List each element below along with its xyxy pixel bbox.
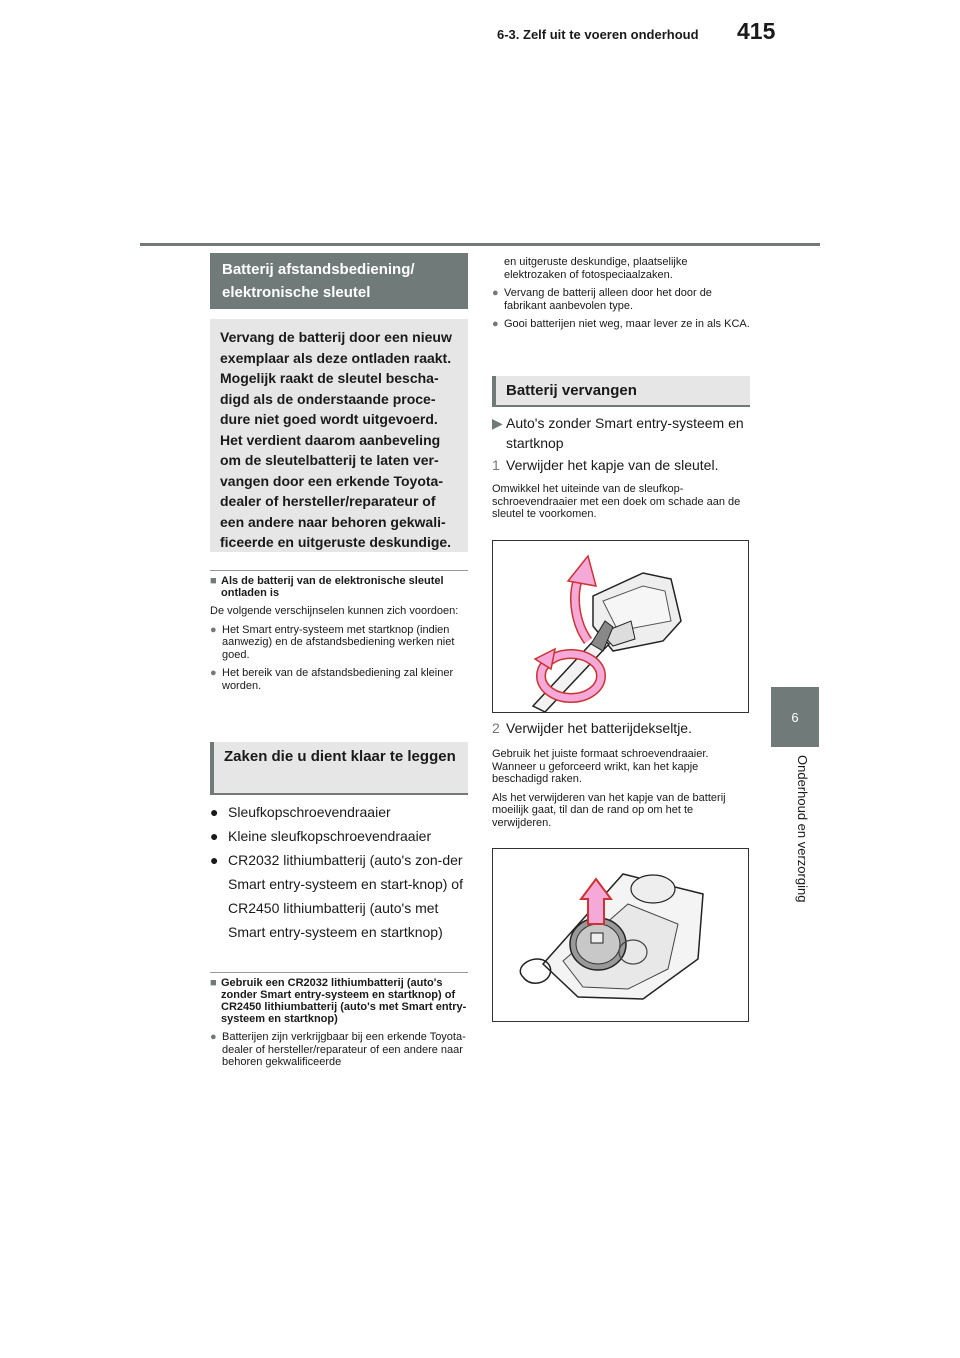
- bullet-dot-icon: ●: [492, 287, 499, 299]
- list-item: ● Sleufkopschroevendraaier: [210, 800, 468, 824]
- step-2-note-1: Gebruik het juiste formaat schroevendraaier. Wanneer u geforceerd wrikt, kan het kapje beschadigd raken.: [492, 748, 709, 785]
- replace-steps: [492, 413, 750, 521]
- section-heading-prepare: Zaken die u dient klaar te leggen: [210, 742, 468, 795]
- list-item: ● Vervang de batterij alleen door het door de fabrikant aanbevolen type.: [492, 287, 712, 312]
- list-item: ● Batterijen zijn verkrijgbaar bij een erkende Toyota-dealer of hersteller/reparateur of een andere naar behoren gekwalificeerde: [210, 1031, 466, 1068]
- figure-remove-battery-cover: [492, 848, 749, 1022]
- list-item: ● Gooi batterijen niet weg, maar lever ze in als KCA.: [492, 318, 750, 330]
- step-2-note-2: Als het verwijderen van het kapje van de batterij moeilijk gaat, til dan de rand op om het te verwijderen.: [492, 791, 726, 829]
- square-marker-icon: ■: [210, 977, 217, 989]
- divider: [210, 570, 468, 571]
- bullet-dot-icon: ●: [492, 318, 499, 330]
- chapter-tab[interactable]: [771, 687, 819, 747]
- divider: [210, 972, 468, 973]
- discharged-heading: Als de batterij van de elektronische sleutel ontladen is: [221, 575, 444, 599]
- list-item: ● Het Smart entry-systeem met startknop (indien aanwezig) en de afstandsbediening werken niet goed.: [210, 623, 455, 661]
- prepare-list: [210, 800, 468, 944]
- triangle-marker-icon: ▶: [492, 415, 503, 431]
- figure-remove-cover: [492, 540, 749, 713]
- bullet-dot-icon: ●: [210, 804, 219, 820]
- battery-cover-illustration: [493, 849, 748, 1021]
- step-2: 2 Verwijder het batterijdekseltje.: [492, 720, 692, 736]
- list-item: ● Het bereik van de afstandsbediening zal kleiner worden.: [210, 667, 454, 692]
- discharged-text: De volgende verschijnselen kunnen zich voordoen:: [210, 605, 459, 617]
- key-cover-illustration: [493, 541, 748, 712]
- page-number: 415: [737, 18, 776, 44]
- square-marker-icon: ■: [210, 575, 217, 587]
- variant-line: ▶ Auto's zonder Smart entry-systeem en startknop: [492, 415, 744, 451]
- intro-box: [210, 319, 468, 552]
- header-rule: [140, 243, 820, 246]
- list-item: ● Kleine sleufkopschroevendraaier: [210, 824, 468, 848]
- bullet-dot-icon: ●: [210, 852, 219, 868]
- step-2-block: [492, 718, 750, 829]
- bullet-dot-icon: ●: [210, 828, 219, 844]
- discharged-block: [210, 575, 468, 692]
- section-title: 6-3. Zelf uit te voeren onderhoud: [497, 27, 699, 42]
- battery-type-heading: Gebruik een CR2032 lithiumbatterij (auto's zonder Smart entry-systeem en startknop) of CR2450 lithiumbatterij (auto's met Smart entry-systeem en startknop): [221, 977, 467, 1025]
- right-top-block: [492, 256, 750, 331]
- section-heading-battery: [210, 253, 468, 309]
- continuation-text: en uitgeruste deskundige, plaatselijke elektrozaken of fotospeciaalzaken.: [504, 256, 688, 281]
- bullet-dot-icon: ●: [210, 1031, 217, 1043]
- chapter-label: Onderhoud en verzorging: [795, 755, 810, 903]
- intro-text: Vervang de batterij door een nieuw exemplaar als deze ontladen raakt. Mogelijk raakt de sleutel bescha-digd als de onderstaande proce-dure niet goed wordt uitgevoerd. Het verdient daarom aanbeveling om de sleutelbatterij te laten ver-vangen door een erkende Toyota-dealer of hersteller/reparateur of een andere naar behoren gekwali-ficeerde en uitgeruste deskundige.: [220, 329, 452, 550]
- step-1-note: Omwikkel het uiteinde van de sleufkop-schroevendraaier met een doek om schade aan de sleutel te voorkomen.: [492, 483, 741, 520]
- chapter-number: 6: [791, 709, 799, 725]
- step-number: 2: [492, 720, 500, 736]
- section-heading-replace: Batterij vervangen: [492, 376, 750, 407]
- step-1: 1 Verwijder het kapje van de sleutel.: [492, 457, 719, 473]
- list-item: ● CR2032 lithiumbatterij (auto's zon-der Smart entry-systeem en start-knop) of CR2450 lithiumbatterij (auto's met Smart entry-systeem en startknop): [210, 848, 468, 944]
- bullet-dot-icon: ●: [210, 667, 217, 679]
- battery-type-block: [210, 977, 468, 1069]
- section-heading-text: Batterij afstandsbediening/ elektronische sleutel: [222, 261, 415, 301]
- step-number: 1: [492, 457, 500, 473]
- bullet-dot-icon: ●: [210, 623, 217, 636]
